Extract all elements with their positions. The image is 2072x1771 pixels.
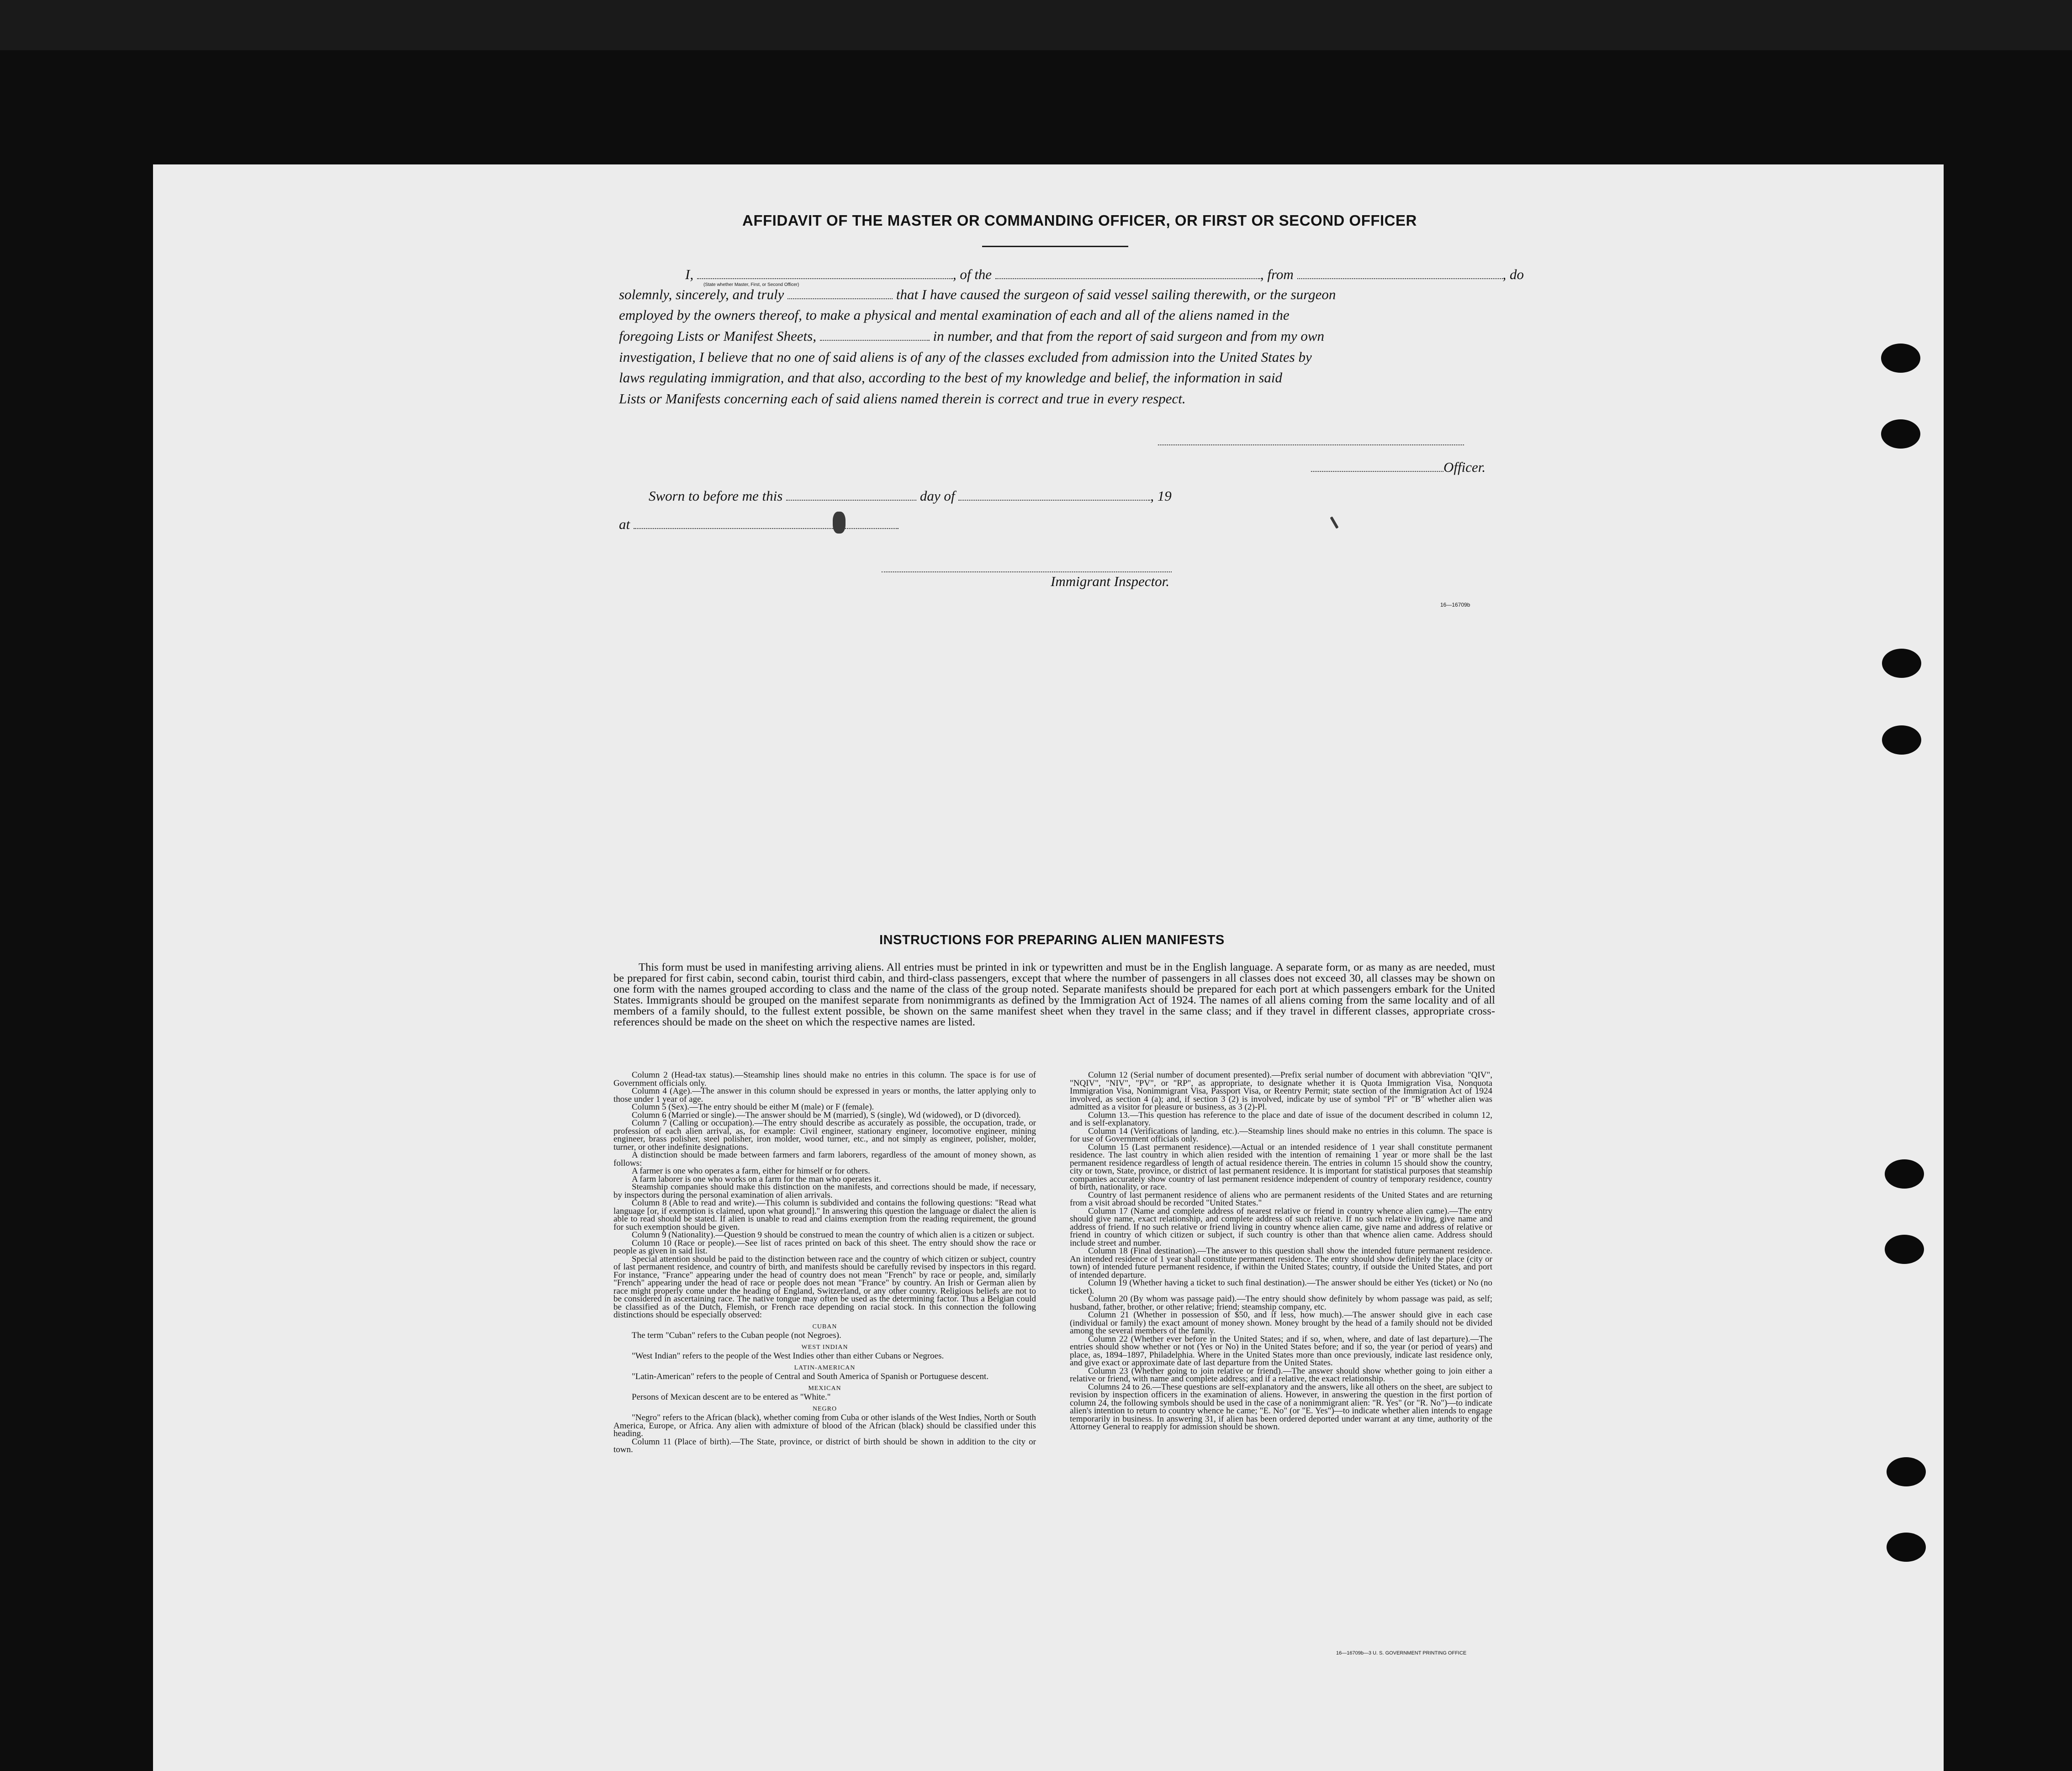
binder-hole: [1882, 649, 1921, 678]
left-paragraph: A distinction should be made between farmers and farm laborers, regardless of the amount of money shown, as follows:: [613, 1150, 1036, 1168]
affidavit-line-4: [619, 326, 1324, 346]
affidavit-i: I,: [685, 266, 694, 282]
left-paragraph: Column 2 (Head-tax status).—Steamship lines should make no entries in this column. The space is for use of Government officials only.: [613, 1070, 1036, 1088]
right-paragraph: Column 20 (By whom was passage paid).—The entry should show definitely by whom passage was paid, as self; husband, father, brother, or other relative; friend; steamship company, etc.: [1070, 1294, 1492, 1312]
vessel-name-field[interactable]: [995, 278, 1260, 279]
right-paragraph: Column 23 (Whether going to join relative or friend).—The answer should show whether going to join either a relative or friend, with name and complete address; and if a relative, the exact relationship.: [1070, 1366, 1492, 1384]
right-paragraph: Column 12 (Serial number of document presented).—Prefix serial number of document with abbreviation "QIV", "NQIV", "NIV", "PV", or "RP", as appropriate, to designate whether it is Quota Immigration Visa, Nonquota Immigration Visa, Nonimmigrant Visa, Passport Visa, or Reentry Permit; state section of the Immigration Act of 1924 involved, as section 4 (a); and, if section 3 (2) is involved, indicate by use of symbol "Pl" or "B" whether alien was admitted as a visitor for pleasure or business, as 3 (2)-Pl.: [1070, 1070, 1492, 1112]
mexican-heading: MEXICAN: [808, 1385, 841, 1392]
form-number: 16—16709b: [1440, 602, 1470, 608]
column-11-text: Column 11 (Place of birth).—The State, province, or district of birth should be shown in addition to the city or town.: [613, 1437, 1036, 1454]
right-paragraph: Column 15 (Last permanent residence).—Actual or an intended residence of 1 year shall constitute permanent residence. The last country in which alien resided with the intention of remaining 1 year or more shall be the last permanent residence regardless of length of actual residence therein. The entries in column 15 should show the country, city or town, State, province, or district of last permanent residence. It is important for statistical purposes that steamship companies accurately show country of last permanent residence independent of country of temporary residence, country of birth, nationality, or race.: [1070, 1142, 1492, 1192]
affidavit-text-4b: in number, and that from the report of said surgeon and from my own: [933, 328, 1325, 344]
ink-mark: [1330, 516, 1338, 529]
right-paragraph: Column 21 (Whether in possession of $50, and if less, how much).—The answer should give in each case (individual or family) the exact amount of money shown. Money brought by the head of a family should not be divided among the several members of the family.: [1070, 1310, 1492, 1336]
negro-heading: NEGRO: [812, 1405, 837, 1412]
title-underline: [982, 246, 1128, 247]
binder-hole: [1881, 419, 1920, 449]
binder-hole: [1887, 1457, 1926, 1486]
officer-rank-field[interactable]: [1311, 471, 1443, 472]
left-paragraph: Column 10 (Race or people).—See list of races printed on back of this sheet. The entry should show the race or people as given in said list.: [613, 1238, 1036, 1256]
affidavit-blank-2[interactable]: [788, 298, 893, 299]
left-column-items: [613, 1071, 1036, 1319]
west-indian-heading: WEST INDIAN: [801, 1343, 848, 1351]
left-paragraph: A farm laborer is one who works on a farm for the man who operates it.: [632, 1174, 881, 1184]
right-paragraph: Column 17 (Name and complete address of nearest relative or friend in country whence alien came).—The entry should give name, exact relationship, and complete address of such relative. If no such relative living, give name and address of friend. If no such relative or friend living in country whence alien came, give name and address of relative or friend in country of which citizen or subject, if such country is other than that whence alien came. Address should include street and number.: [1070, 1206, 1492, 1248]
sworn-row: [649, 486, 1172, 506]
left-paragraph: Special attention should be paid to the distinction between race and the country of which citizen or subject, country of last permanent residence, and country of birth, and manifests should be carefully revised by inspectors in this regard. For instance, "France" appearing under the head of country does not mean "French" by race or people, and, similarly "French" appearing under the head of race or people does not mean "France" by country. An Irish or German alien by race might properly come under the heading of England, Switzerland, or any other country. Religious beliefs are not to be considered in ascertaining race. The native tongue may often be used as the determining factor. Thus a Belgian could be classified as of the Dutch, Flemish, or French race depending on racial stock. In this connection the following distinctions should be especially observed:: [613, 1254, 1036, 1320]
affidavit-line-2: [619, 284, 1336, 305]
binder-hole: [1887, 1533, 1926, 1562]
instructions-right-column: [1070, 1071, 1492, 1431]
mexican-text: Persons of Mexican descent are to be entered as "White.": [632, 1392, 831, 1402]
right-paragraph: Column 18 (Final destination).—The answer to this question shall show the intended future permanent residence. An intended residence of 1 year shall constitute permanent residence. The entry should show definitely the place (city or town) of intended future permanent residence, if within the United States; country, if outside the United States, and port of intended departure.: [1070, 1246, 1492, 1280]
at-row: [619, 514, 899, 534]
binder-hole: [1881, 344, 1920, 373]
day-of-text: day of: [920, 488, 955, 504]
left-paragraph: Steamship companies should make this distinction on the manifests, and corrections should be made, if necessary, by inspectors during the personal examination of alien arrivals.: [613, 1182, 1036, 1200]
negro-text: "Negro" refers to the African (black), whether coming from Cuba or other islands of the West Indies, North or South America, Europe, or Africa. Any alien with admixture of blood of the African (black) should be classified under this heading.: [613, 1413, 1036, 1438]
left-paragraph: Column 9 (Nationality).—Question 9 should be construed to mean the country of which alien is a citizen or subject.: [632, 1230, 1035, 1240]
sworn-month-field[interactable]: [958, 499, 1150, 501]
west-indian-text: "West Indian" refers to the people of the West Indies other than either Cubans or Negroes.: [632, 1351, 944, 1361]
instructions-left-column: [613, 1071, 1036, 1454]
printing-office-footer: 16—16709b—3 U. S. GOVERNMENT PRINTING OFFICE: [1336, 1650, 1467, 1656]
left-paragraph: Column 4 (Age).—The answer in this column should be expressed in years or months, the latter applying only to those under 1 year of age.: [613, 1086, 1036, 1104]
binder-hole: [1882, 725, 1921, 755]
affidavit-line-5: investigation, I believe that no one of said aliens is of any of the classes excluded from admission into the United States by: [619, 349, 1312, 365]
form-page: [153, 164, 1944, 1771]
left-paragraph: A farmer is one who operates a farm, either for himself or for others.: [632, 1166, 870, 1176]
right-paragraph: Columns 24 to 26.—These questions are self-explanatory and the answers, like all others on the sheet, are subject to revision by inspection officers in the examination of aliens. However, in answering the question in the first portion of column 24, the following symbols should be used in the case of a nonimmigrant alien: "R. Yes" (or "R. No")—to indicate alien's intention to return to country whence he came; "E. No" (or "E. Yes")—to indicate whether alien intends to engage temporarily in business. In answering 31, if alien has been ordered deported under warrant at any time, authority of the Attorney General to reapply for admission should be shown.: [1070, 1382, 1492, 1432]
instructions-intro: This form must be used in manifesting arriving aliens. All entries must be printed in ink or typewritten and must be in the English language. A separate form, or as many as are needed, must be prepared for first cabin, second cabin, tourist third cabin, and third-class passengers, except that where the number of passengers in all classes does not exceed 30, all classes may be shown on one form with the names grouped according to class and the name of the class of the group noted. Separate manifests should be prepared for each port at which passengers embark for the United States. Immigrants should be grouped on the manifest separate from nonimmigrants as defined by the Immigration Act of 1924. The names of all aliens coming from the same locality and of all members of a family should, to the fullest extent possible, be shown on the same manifest sheet when they travel in the same class; and if they travel in different classes, appropriate cross-references should be made on the sheet on which the respective names are listed.: [613, 961, 1495, 1028]
left-paragraph: Column 5 (Sex).—The entry should be either M (male) or F (female).: [632, 1102, 874, 1112]
right-paragraph: Column 14 (Verifications of landing, etc.).—Steamship lines should make no entries in this column. The space is for use of Government officials only.: [1070, 1126, 1492, 1144]
right-paragraph: Column 13.—This question has reference to the place and date of issue of the document described in column 12, and is self-explanatory.: [1070, 1110, 1492, 1128]
cuban-heading: CUBAN: [812, 1323, 837, 1330]
affidavit-line-3: employed by the owners thereof, to make a physical and mental examination of each and all of the aliens named in the: [619, 307, 1290, 323]
at-text: at: [619, 516, 630, 532]
binder-hole: [1885, 1159, 1924, 1189]
affidavit-line-7: Lists or Manifests concerning each of said aliens named therein is correct and true in every respect.: [619, 391, 1186, 407]
sworn-text: Sworn to before me this: [649, 488, 783, 504]
cuban-text: The term "Cuban" refers to the Cuban people (not Negroes).: [632, 1331, 841, 1340]
instructions-title: INSTRUCTIONS FOR PREPARING ALIEN MANIFESTS: [879, 933, 1225, 947]
officer-label: Officer.: [1443, 459, 1486, 475]
officer-rank-row: [1311, 457, 1485, 477]
affidavit-text-2a: solemnly, sincerely, and truly: [619, 286, 784, 302]
right-paragraph: Country of last permanent residence of aliens who are permanent residents of the United States and are returning from a visit abroad should be recorded "United States.": [1070, 1190, 1492, 1208]
left-paragraph: Column 8 (Able to read and write).—This column is subdivided and contains the following questions: "Read what language [or, if exemption is claimed, upon what ground]." In answering this question the language or dialect the alien is able to read should be stated. If alien is unable to read and claims exemption from the reading requirement, the ground for such exemption should be given.: [613, 1198, 1036, 1232]
affidavit-line-6: laws regulating immigration, and that also, according to the best of my knowledge and belief, the information in said: [619, 370, 1283, 386]
ink-smudge: [833, 512, 846, 534]
right-paragraph: Column 19 (Whether having a ticket to such final destination).—The answer should be either Yes (ticket) or No (no ticket).: [1070, 1278, 1492, 1296]
left-paragraph: Column 7 (Calling or occupation).—The entry should describe as accurately as possible, the occupation, trade, or profession of each alien arrival, as, for example: Civil engineer, stationary engineer, locomotive engineer, mining engineer, brass polisher, steel polisher, iron molder, wood turner, etc., and not simply as engineer, polisher, molder, turner, or other indefinite designations.: [613, 1118, 1036, 1152]
latin-american-text: "Latin-American" refers to the people of Central and South America of Spanish or Portuguese descent.: [632, 1372, 989, 1381]
sworn-day-field[interactable]: [786, 499, 916, 501]
right-paragraph: Column 22 (Whether ever before in the United States; and if so, when, where, and date of last departure).—The entries should show whether or not (Yes or No) in the United States before; and if so, the year (or period of years) and place, as, 1894–1897, Philadelphia. Where in the United States more than once previously, indicate last residence only, and give exact or approximate date of last departure from the United States.: [1070, 1334, 1492, 1368]
latin-american-heading: LATIN-AMERICAN: [794, 1364, 856, 1371]
affidavit-title: AFFIDAVIT OF THE MASTER OR COMMANDING OFFICER, OR FIRST OR SECOND OFFICER: [742, 212, 1417, 229]
year-text: , 19: [1150, 488, 1172, 504]
affidavit-text-2b: that I have caused the surgeon of said vessel sailing therewith, or the surgeon: [896, 286, 1336, 302]
affidavit-text-4a: foregoing Lists or Manifest Sheets,: [619, 328, 816, 344]
signature-line[interactable]: [1158, 444, 1464, 445]
officer-rank-note: (State whether Master, First, or Second Officer): [703, 282, 799, 287]
inspector-label: Immigrant Inspector.: [1051, 573, 1170, 589]
departure-port-field[interactable]: [1297, 278, 1503, 279]
sheets-count-field[interactable]: [820, 339, 930, 341]
affidavit-line-1: [646, 264, 1651, 285]
affidavit-of-the: , of the: [952, 266, 992, 282]
scanner-border: [0, 0, 2072, 50]
affidavit-do: , do: [1502, 266, 1524, 282]
sworn-place-field[interactable]: [634, 528, 899, 529]
right-column-items: [1070, 1071, 1492, 1431]
officer-name-field[interactable]: [697, 278, 953, 279]
left-paragraph: Column 6 (Married or single).—The answer should be M (married), S (single), Wd (widowed), or D (divorced).: [632, 1110, 1021, 1120]
binder-hole: [1885, 1235, 1924, 1264]
affidavit-from: , from: [1260, 266, 1294, 282]
